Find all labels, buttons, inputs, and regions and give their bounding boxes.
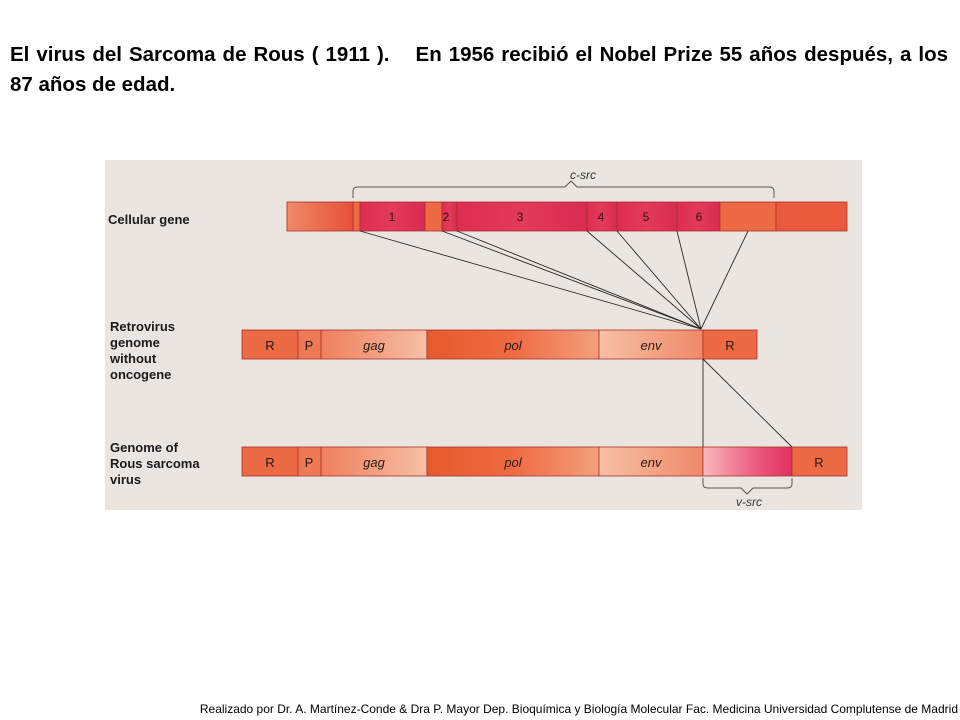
svg-text:Genome of: Genome of (110, 440, 178, 455)
rous-genome-label (110, 440, 200, 487)
rsv-gag: gag (363, 455, 385, 470)
diagram-svg (105, 160, 862, 510)
rsv-r-right: R (814, 455, 824, 470)
svg-text:virus: virus (110, 472, 142, 487)
c-src-label: c-src (570, 168, 596, 182)
cellular-gene-bar (287, 202, 847, 231)
retro-r-left: R (265, 338, 275, 353)
slide-title (10, 40, 948, 100)
exon-3-label: 3 (516, 210, 524, 224)
cellular-gene-label: Cellular gene (108, 212, 190, 227)
rsv-pol: pol (504, 455, 522, 470)
credits-footer: Realizado por Dr. A. Martínez-Conde & Dra P. Mayor Dep. Bioquímica y Biología Molecular Fac. Medicina Universidad Complutense de Madrid (199, 702, 958, 716)
exon-2-label: 2 (442, 210, 450, 224)
recombination-lines (360, 231, 748, 329)
exon-6-label: 6 (695, 210, 703, 224)
insertion-lines (703, 359, 792, 447)
svg-text:genome: genome (110, 335, 160, 350)
rsv-p: P (304, 455, 314, 470)
retrovirus-genome-label (109, 319, 175, 382)
retro-env: env (640, 338, 662, 353)
retro-p: P (304, 338, 314, 353)
exon-4-label: 4 (597, 210, 605, 224)
retro-pol: pol (504, 338, 522, 353)
retro-r-right: R (725, 338, 735, 353)
title-part-2: En 1956 recibió el Nobel Prize 55 años después, a los 87 años de edad. (10, 43, 949, 96)
retrovirus-genome-bar (242, 330, 757, 359)
src-gene-diagram (105, 160, 862, 510)
v-src-label: v-src (736, 495, 762, 509)
svg-text:without: without (110, 351, 157, 366)
exon-5-label: 5 (642, 210, 650, 224)
rsv-env: env (640, 455, 662, 470)
c-src-bracket (353, 181, 774, 198)
rsv-r-left: R (265, 455, 275, 470)
v-src-bracket (703, 478, 792, 494)
exon-1-label: 1 (388, 210, 396, 224)
title-part-1: El virus del Sarcoma de Rous ( 1911 ). (10, 43, 390, 66)
svg-text:oncogene: oncogene (110, 367, 172, 382)
rsv-genome-bar (242, 447, 847, 476)
svg-text:Rous sarcoma: Rous sarcoma (110, 456, 200, 471)
svg-text:Retrovirus: Retrovirus (110, 319, 176, 334)
retro-gag: gag (363, 338, 385, 353)
